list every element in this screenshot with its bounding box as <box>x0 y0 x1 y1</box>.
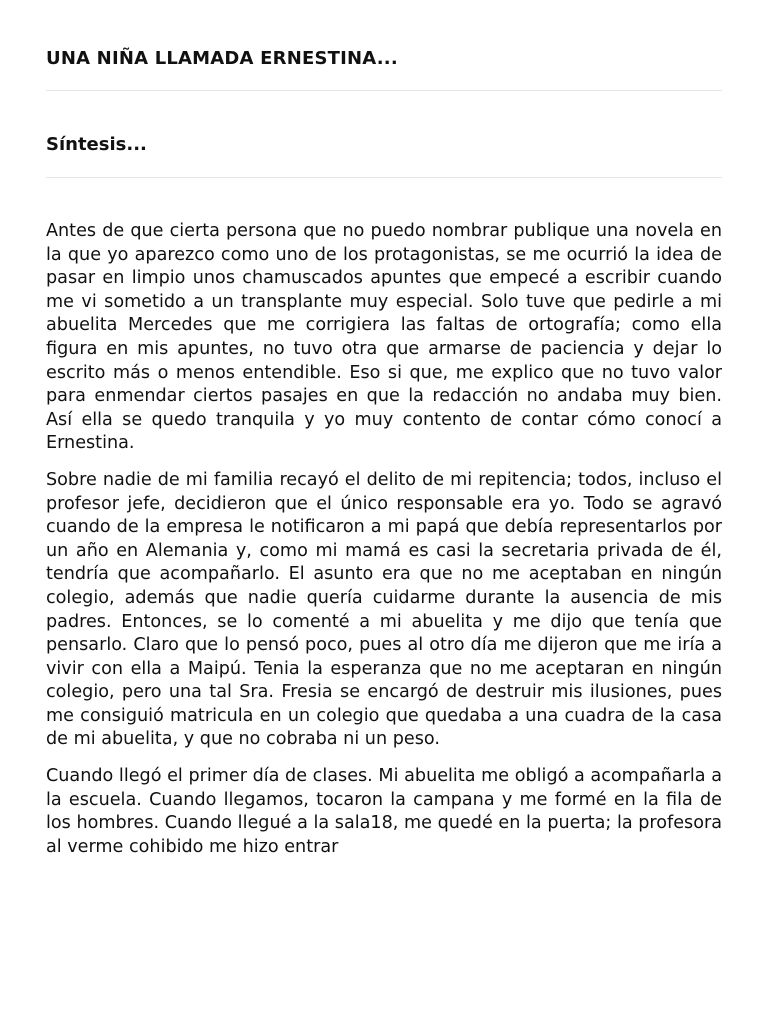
paragraph: Antes de que cierta persona que no puedo nombrar publique una novela en la que yo aparezco como uno de los protagonistas, se me ocurrió la idea de pasar en limpio unos chamuscados apuntes que empecé a escribir cuando me vi sometido a un transplante muy especial. Solo tuve que pedirle a mi abuelita Mercedes que me corrigiera las faltas de ortografía; como ella figura en mis apuntes, no tuvo otra que armarse de paciencia y dejar lo escrito más o menos entendible. Eso si que, me explico que no tuvo valor para enmendar ciertos pasajes en que la redacción no andaba muy bien. Así ella se quedo tranquila y yo muy contento de contar cómo conocí a Ernestina. <box>46 221 722 454</box>
paragraph: Cuando llegó el primer día de clases. Mi abuelita me obligó a acompañarla a la escuela. Cuando llegamos, tocaron la campana y me formé en la fila de los hombres. Cuando llegué a la sala18, me quedé en la puerta; la profesora al verme cohibido me hizo entrar <box>46 766 722 857</box>
body-text <box>46 220 722 859</box>
section-heading: Síntesis... <box>46 134 147 155</box>
section-divider <box>46 177 722 178</box>
paragraph: Sobre nadie de mi familia recayó el delito de mi repitencia; todos, incluso el profesor jefe, decidieron que el único responsable era yo. Todo se agravó cuando de la empresa le notificaron a mi papá que debía representarlos por un año en Alemania y, como mi mamá es casi la secretaria privada de él, tendría que acompañarlo. El asunto era que no me aceptaban en ningún colegio, además que nadie quería cuidarme durante la ausencia de mis padres. Entonces, se lo comenté a mi abuelita y me dijo que tenía que pensarlo. Claro que lo pensó poco, pues al otro día me dijeron que me iría a vivir con ella a Maipú. Tenia la esperanza que no me aceptaran en ningún colegio, pero una tal Sra. Fresia se encargó de destruir mis ilusiones, pues me consiguió matricula en un colegio que quedaba a una cuadra de la casa de mi abuelita, y que no cobraba ni un peso. <box>46 469 722 750</box>
document-page <box>46 0 722 872</box>
document-title: UNA NIÑA LLAMADA ERNESTINA... <box>46 48 398 69</box>
